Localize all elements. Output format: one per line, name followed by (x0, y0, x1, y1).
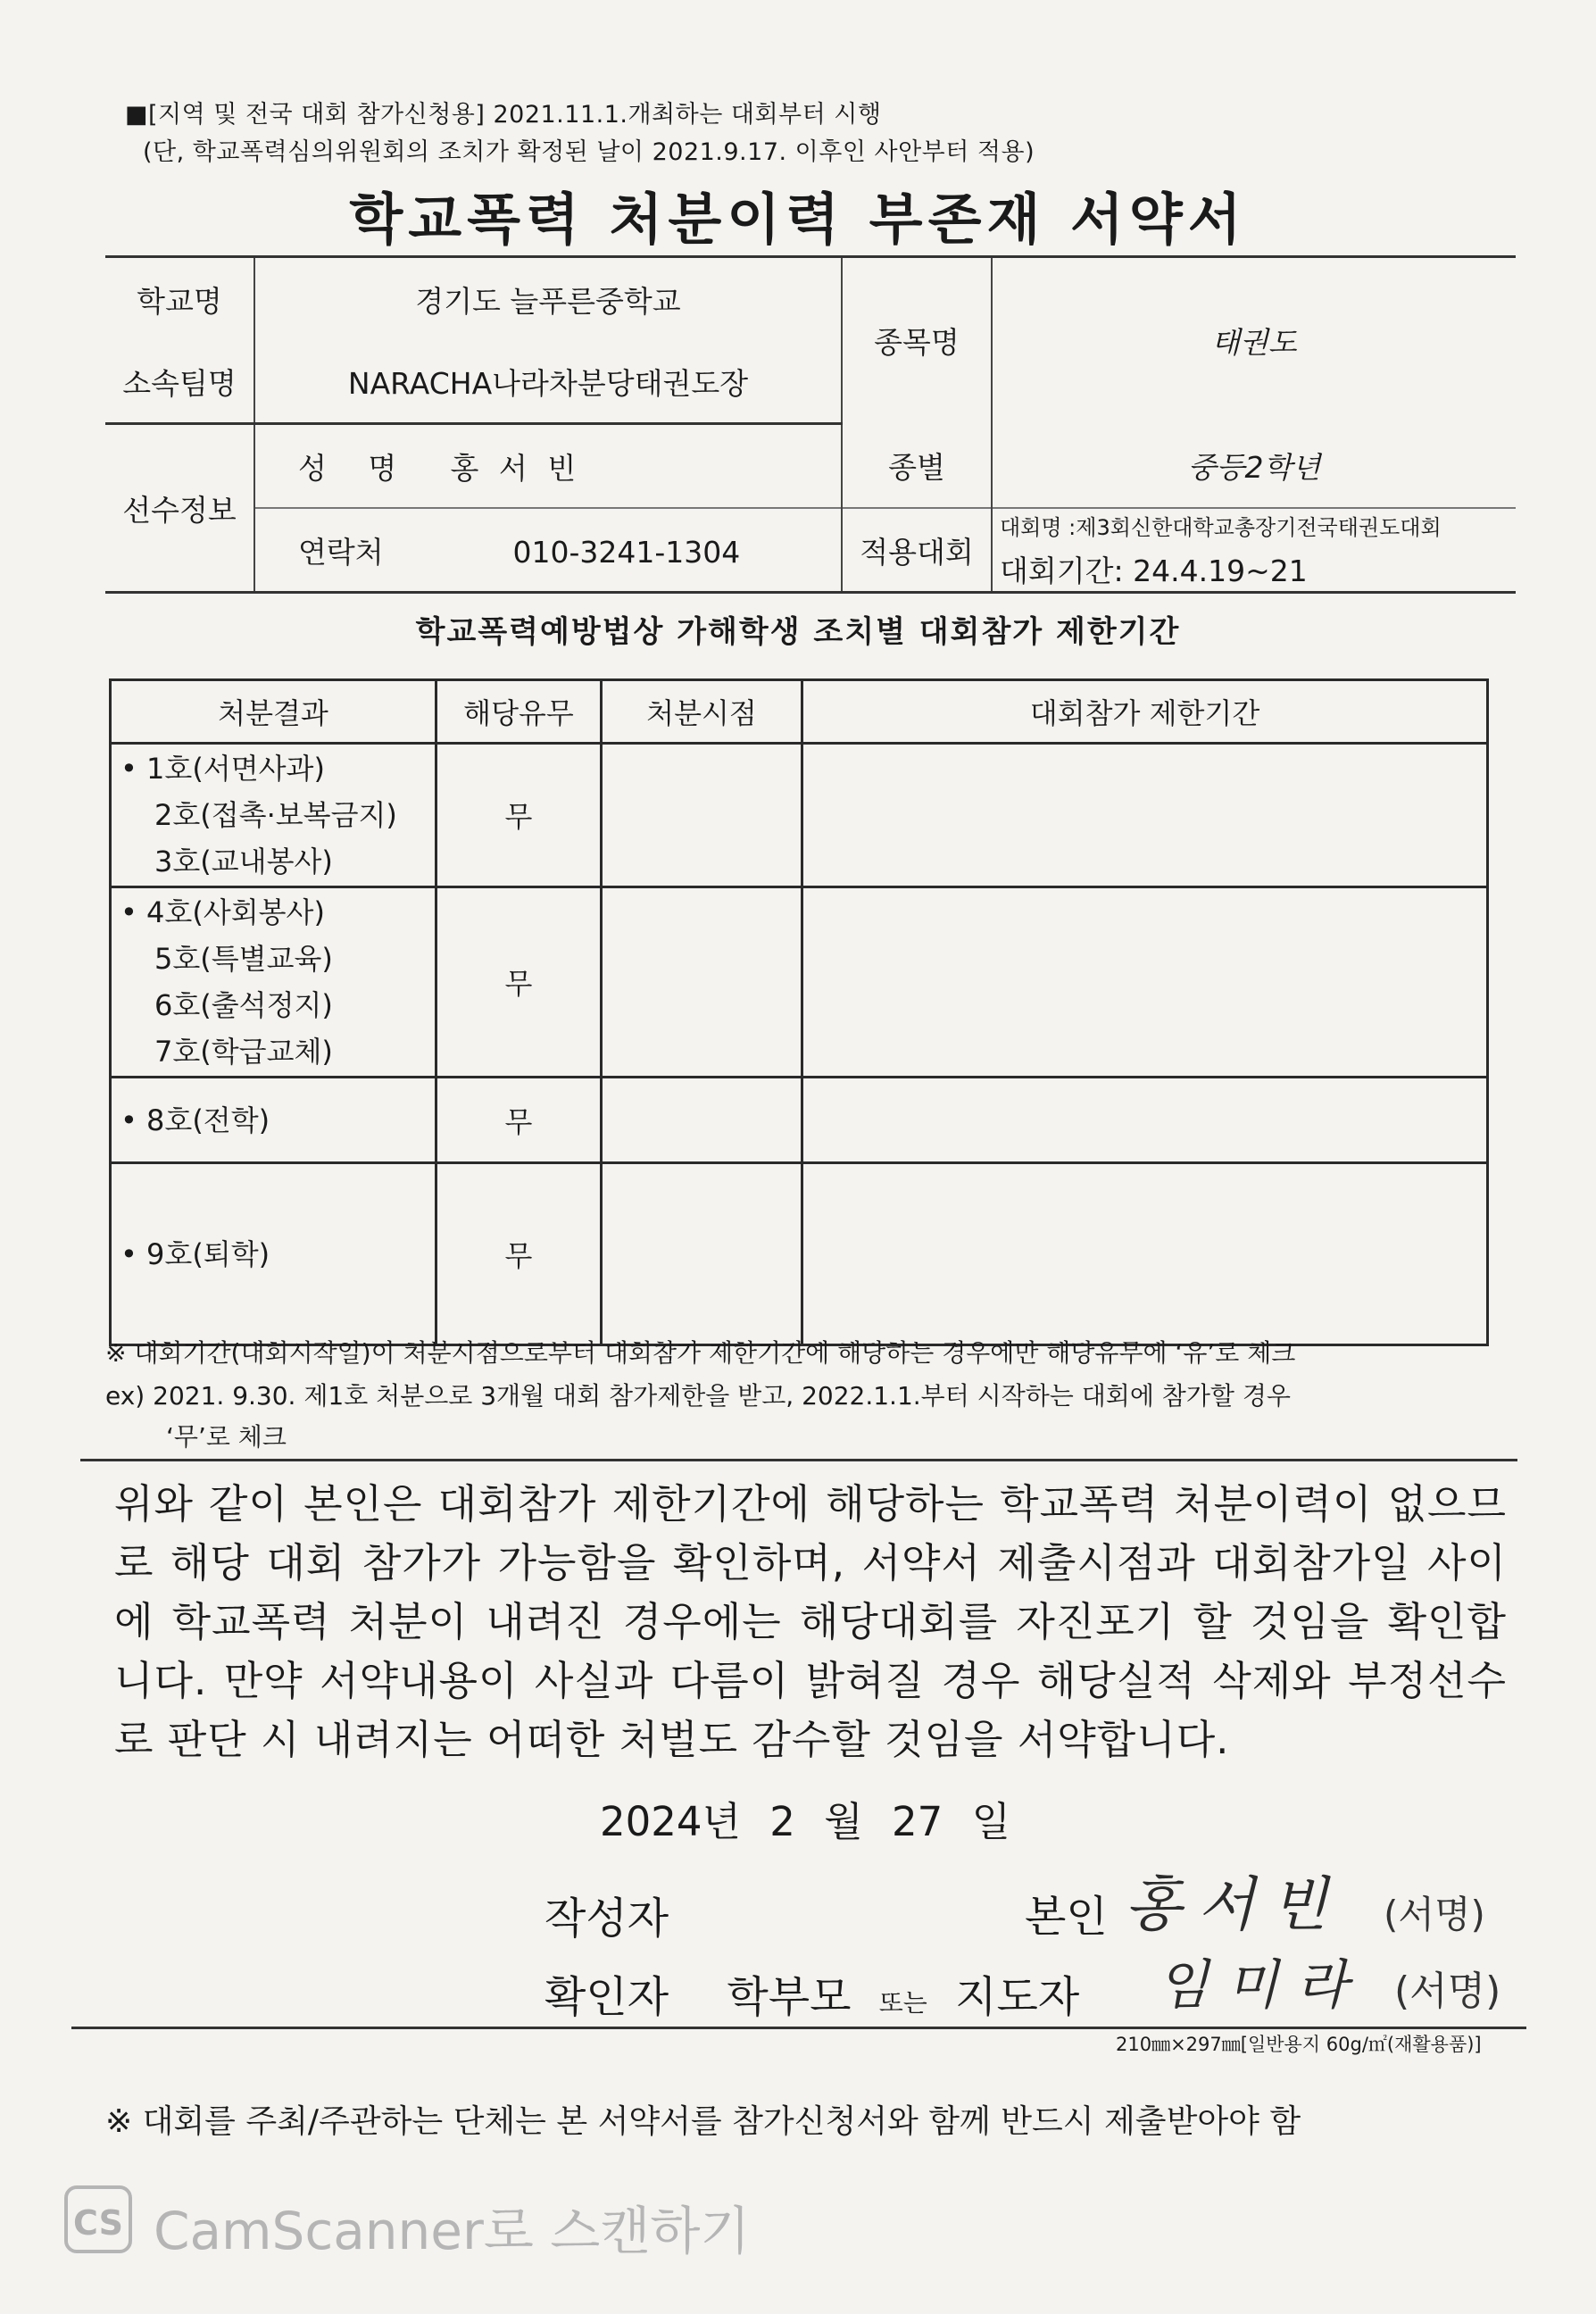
camscanner-watermark: CamScanner로 스캔하기 (154, 2201, 751, 2261)
item: 6호(출석정지) (154, 988, 333, 1022)
divider (80, 1459, 1517, 1461)
event-value: 태권도 (992, 257, 1516, 424)
player-info-label: 선수정보 (105, 424, 254, 593)
competition-period: 대회기간: 24.4.19~21 (1000, 554, 1308, 588)
section-title: 학교폭력예방법상 가해학생 조치별 대회참가 제한기간 (415, 614, 1181, 650)
competition-cell (992, 508, 1516, 593)
item: • 8호(전학) (121, 1103, 270, 1137)
item: 7호(학급교체) (154, 1035, 333, 1069)
coach-sign-mark: (서명) (1394, 1969, 1501, 2014)
item: 3호(교내봉사) (154, 845, 333, 878)
grade-label: 종별 (842, 424, 992, 509)
contact-cell (254, 508, 842, 593)
disposition-items (111, 744, 436, 887)
disposition-table (109, 678, 1489, 1346)
table-row (111, 744, 1488, 887)
applicable-value: 무 (436, 1163, 602, 1345)
name-value: 홍 서 빈 (450, 450, 582, 486)
note-line-3: ‘무’로 체크 (166, 1422, 287, 1452)
info-table (105, 255, 1516, 594)
column-header: 해당유무 (436, 680, 602, 744)
school-value: 경기도 늘푸른중학교 (254, 257, 842, 341)
item: • 4호(사회봉사) (121, 895, 325, 929)
writer-label: 작성자 (544, 1894, 669, 1944)
header-line-1: ■[지역 및 전국 대회 참가신청용] 2021.11.1.개최하는 대회부터 시행 (125, 101, 882, 129)
parent-label: 학부모 (727, 1972, 852, 2022)
footnote: ※ 대회를 주최/주관하는 단체는 본 서약서를 참가신청서와 함께 반드시 제출받아야 함 (105, 2103, 1301, 2140)
column-header: 대회참가 제한기간 (802, 680, 1488, 744)
school-label: 학교명 (105, 257, 254, 341)
note-line-2: ex) 2021. 9.30. 제1호 처분으로 3개월 대회 참가제한을 받고, 2022.1.1.부터 시작하는 대회에 참가할 경우 (105, 1381, 1291, 1411)
item: 2호(접촉·보복금지) (154, 798, 397, 832)
applicable-value: 무 (436, 887, 602, 1078)
self-label: 본인 (1025, 1892, 1108, 1942)
team-value: NARACHA나라차분당태권도장 (254, 340, 842, 424)
applicable-value: 무 (436, 744, 602, 887)
competition-name: 대회명 :제3회신한대학교총장기전국태권도대회 (1000, 515, 1442, 540)
event-label: 종목명 (842, 257, 992, 424)
column-header: 처분결과 (111, 680, 436, 744)
period-value (802, 744, 1488, 887)
competition-label: 적용대회 (842, 508, 992, 593)
note-line-1: ※ 대회기간(대회시작일)이 처분시점으로부터 대회참가 제한기간에 해당하는 경우에만 해당유무에 ‘유’로 체크 (105, 1338, 1296, 1368)
contact-value: 010-3241-1304 (512, 534, 741, 570)
coach-label: 지도자 (955, 1972, 1080, 2022)
time-value (602, 744, 802, 887)
disposition-items (111, 887, 436, 1078)
table-row (111, 1163, 1488, 1345)
period-value (802, 887, 1488, 1078)
self-signature: 홍서빈 (1125, 1870, 1344, 1939)
coach-signature: 임미라 (1157, 1954, 1366, 2017)
item: 5호(특별교육) (154, 942, 333, 976)
item: • 9호(퇴학) (121, 1236, 270, 1271)
disposition-items (111, 1163, 436, 1345)
item: • 1호(서면사과) (121, 752, 325, 786)
confirm-label: 확인자 (544, 1972, 669, 2022)
time-value (602, 887, 802, 1078)
table-row (111, 887, 1488, 1078)
header-line-2: (단, 학교폭력심의위원회의 조치가 확정된 날이 2021.9.17. 이후인 사안부터 적용) (143, 138, 1035, 166)
self-sign-mark: (서명) (1384, 1893, 1485, 1936)
paper-spec: 210㎜×297㎜[일반용지 60g/㎡(재활용품)] (1116, 2034, 1482, 2055)
grade-value: 중등2학년 (992, 424, 1516, 509)
date: 2024년 2 월 27 일 (600, 1798, 1011, 1845)
pledge-text: 위와 같이 본인은 대회참가 제한기간에 해당하는 학교폭력 처분이력이 없으므로 해당 대회 참가가 가능함을 확인하며, 서약서 제출시점과 대회참가일 사이에 학교폭력 처분이 내려진 경우에는 해당대회를 자진포기 할 것임을 확인합니다. 만약 서약내용이 사실과 다름이 밝혀질 경우 해당실적 삭제와 부정선수로 판단 시 내려지는 어떠한 처벌도 감수할 것임을 서약합니다. (114, 1480, 1507, 1763)
divider (71, 2027, 1526, 2029)
time-value (602, 1078, 802, 1163)
team-label: 소속팀명 (105, 340, 254, 424)
period-value (802, 1163, 1488, 1345)
disposition-items (111, 1078, 436, 1163)
time-value (602, 1163, 802, 1345)
or-label: 또는 (878, 1988, 927, 2018)
period-value (802, 1078, 1488, 1163)
camscanner-logo-icon: CS (64, 2185, 132, 2253)
name-label: 성 명 (298, 450, 413, 486)
column-header: 처분시점 (602, 680, 802, 744)
contact-label: 연락처 (298, 534, 384, 570)
applicable-value: 무 (436, 1078, 602, 1163)
document-title: 학교폭력 처분이력 부존재 서약서 (349, 187, 1247, 252)
table-row (111, 1078, 1488, 1163)
confirm-line (544, 1962, 1079, 2024)
name-cell (254, 424, 842, 509)
